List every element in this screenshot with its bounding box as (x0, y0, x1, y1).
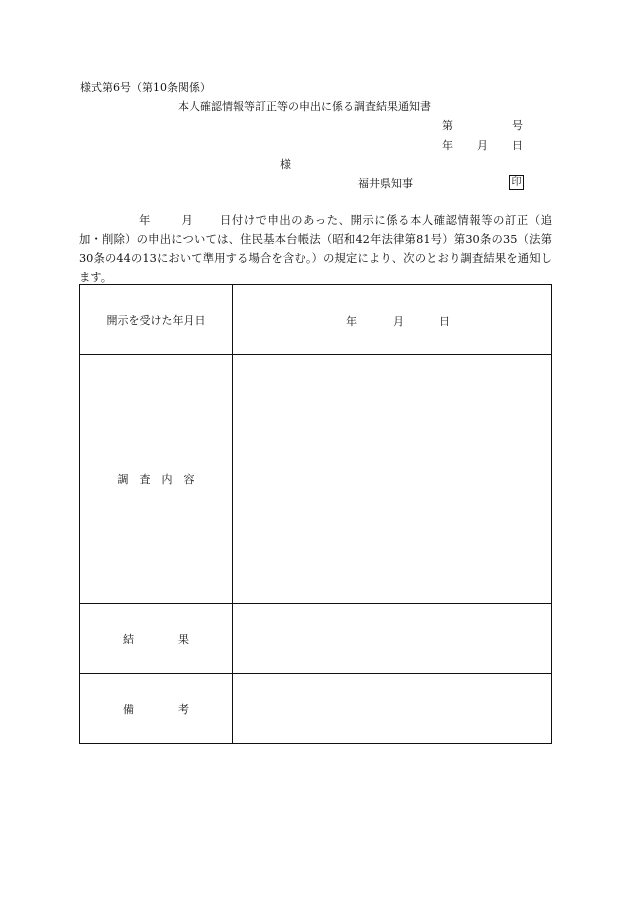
number-prefix: 第 (442, 119, 453, 132)
disclosure-day-label: 日 (439, 314, 450, 328)
date-day-label: 日 (512, 139, 523, 152)
disclosure-date-value (233, 285, 552, 355)
paragraph-text: 日付けで申出のあった、開示に係る本人確認情報等の訂正（追加・削除）の申出については、住民基本台帳法（昭和42年法律第81号）第30条の35（法第30条の44の13において準用する場合を含む。）の規定により、次のとおり調査結果を通知します。 (79, 214, 552, 284)
result-value (233, 604, 552, 674)
table-row (80, 674, 552, 744)
document-title: 本人確認情報等訂正等の申出に係る調査結果通知書 (178, 100, 431, 113)
disclosure-month-label: 月 (393, 314, 404, 328)
results-table (79, 284, 552, 744)
number-suffix: 号 (512, 119, 523, 132)
paragraph-month-label: 月 (180, 214, 194, 227)
form-number: 様式第6号（第10条関係） (80, 81, 211, 94)
notice-paragraph (79, 211, 552, 287)
table-row (80, 355, 552, 604)
disclosure-year-label: 年 (346, 314, 357, 328)
table-row (80, 604, 552, 674)
disclosure-date-label: 開示を受けた年月日 (80, 285, 233, 355)
remarks-label: 備 考 (80, 674, 233, 744)
seal-mark: 印 (509, 175, 524, 190)
addressee-suffix: 様 (280, 158, 291, 171)
investigation-content-value (233, 355, 552, 604)
result-label: 結 果 (80, 604, 233, 674)
issuer-name: 福井県知事 (358, 177, 413, 190)
date-year-label: 年 (442, 139, 453, 152)
investigation-content-label: 調 査 内 容 (80, 355, 233, 604)
remarks-value (233, 674, 552, 744)
paragraph-year-label: 年 (139, 214, 151, 227)
date-month-label: 月 (477, 139, 488, 152)
table-row (80, 285, 552, 355)
